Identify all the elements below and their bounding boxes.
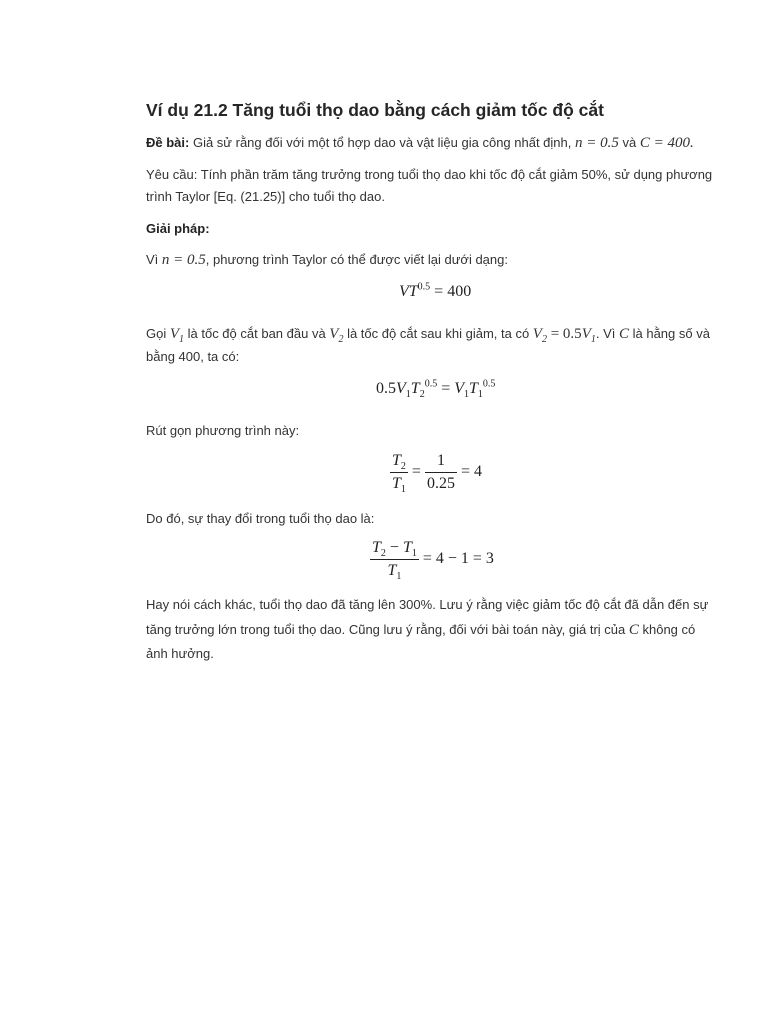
math-v2: $V_2$ [329,326,344,345]
eq1-rhs: = 400 [430,283,472,300]
para1-text-a: Vì [146,252,162,267]
solution-paragraph-4: Do đó, sự thay đổi trong tuổi thọ dao là: [146,511,375,526]
math-c: C [618,326,629,342]
conclusion-line-2 [146,619,695,641]
para2-text-1: Gọi [146,326,170,341]
fraction-one-over-quarter [425,452,457,493]
problem-statement [146,132,694,154]
solution-label: Giải pháp: [146,221,210,236]
para1-text-b: , phương trình Taylor có thể được viết lại dưới dạng: [205,252,508,267]
eq2-exponent-right: 0.5 [482,378,496,390]
page-title: Ví dụ 21.2 Tăng tuổi thọ dao bằng cách giảm tốc độ cắt [146,100,604,120]
equation-speed-relation: $0.5V_1T_2^{0.5} = V_1T_1^{0.5}$ [376,378,496,401]
conclusion-line-1: Hay nói cách khác, tuổi thọ dao đã tăng lên 300%. Lưu ý rằng việc giảm tốc độ cắt đã dẫn đến sự [146,597,709,612]
requirement-line-1: Yêu cầu: Tính phần trăm tăng trưởng trong tuổi thọ dao khi tốc độ cắt giảm 50%, sử dụng phương [146,167,713,182]
solution-paragraph-1 [146,249,508,271]
eq4-rhs: = 4 − 1 = 3 [418,550,494,568]
para2-text-5: là hằng số và [629,326,710,341]
fraction-t2-over-t1: $\frac{T_2}{T_1}$ [392,452,406,496]
para2-text-3: là tốc độ cắt sau khi giảm, ta có [343,326,533,341]
problem-text-b: và [618,135,640,150]
conclusion-text-a: tăng trưởng lớn trong tuổi thọ dao. Cũng lưu ý rằng, đối với bài toán này, giá trị của [146,622,629,637]
problem-label: Đề bài: [146,135,190,150]
math-n-value: n = 0.5 [574,135,619,151]
requirement-line-2: trình Taylor [Eq. (21.25)] cho tuổi thọ dao. [146,189,385,204]
conclusion-line-3: ảnh hưởng. [146,646,214,661]
para1-math: n = 0.5 [161,252,206,268]
fraction-denominator: 0.25 [425,472,457,493]
eq2-equals: = [437,380,455,397]
para2-text-4: . Vì [595,326,619,341]
solution-paragraph-2-line-1 [146,323,710,345]
eq2-exponent-left: 0.5 [424,378,438,390]
equation-change [370,539,494,583]
math-v1: $V_1$ [169,326,185,345]
para2-text-2: là tốc độ cắt ban đầu và [184,326,330,341]
fraction-numerator: 1 [436,452,445,469]
solution-paragraph-3: Rút gọn phương trình này: [146,423,300,438]
eq1-exponent: 0.5 [417,281,431,293]
conclusion-text-b: không có [638,622,696,637]
eq3-rhs: = 4 [456,463,482,481]
eq1-lhs: VT [399,283,418,300]
math-v2-relation: $V_2 = 0.5V_1$ [532,326,596,345]
fraction-change-over-t1: $\frac{T_2 - T_1}{T_1}$ [372,539,417,583]
equation-ratio: $\frac{T_2}{T_1}$ = $\frac{1}{0.25}$ = 4 [392,452,482,496]
solution-paragraph-2-line-2: bằng 400, ta có: [146,349,240,364]
eq2-coefficient: 0.5 [376,380,396,397]
problem-text-a: Giả sử rằng đối với một tổ hợp dao và vật liệu gia công nhất định, [189,135,575,150]
math-c-conclusion: C [628,622,639,638]
equation-taylor [399,283,471,301]
math-c-value: C = 400. [639,135,694,151]
